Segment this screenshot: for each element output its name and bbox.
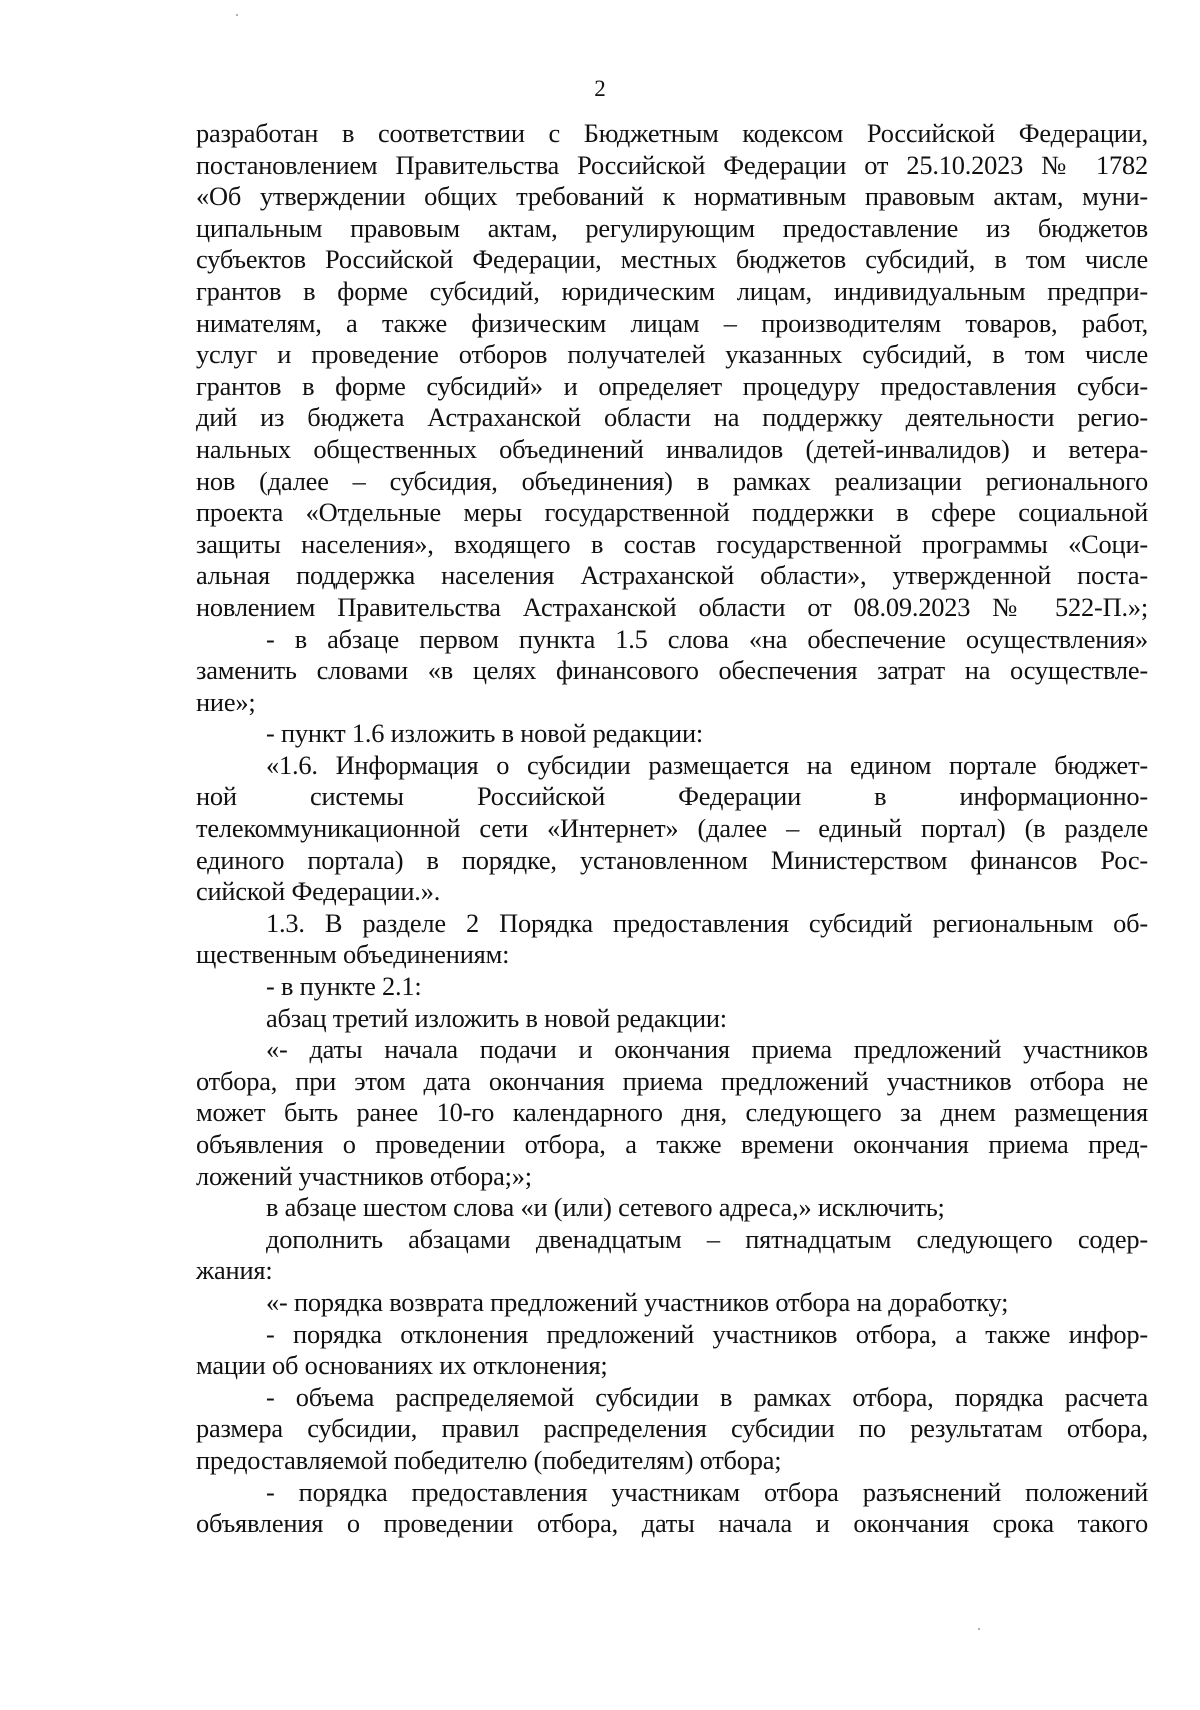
text-line: постановлением Правительства Российской Федерации от 25.10.2023 № 1782 bbox=[196, 149, 1148, 180]
text-line: объявления о проведении отбора, а также времени окончания приема пред- bbox=[196, 1129, 1148, 1159]
text-line: объявления о проведении отбора, даты начала и окончания срока такого bbox=[196, 1508, 1148, 1539]
text-line: «- даты начала подачи и окончания приема предложений участников bbox=[266, 1034, 1148, 1065]
text-line: грантов в форме субсидий, юридическим лицам, индивидуальным предпри- bbox=[196, 275, 1148, 306]
text-line: нальных общественных объединений инвалидов (детей-инвалидов) и ветера- bbox=[196, 433, 1148, 464]
text-line: мации об основаниях их отклонения; bbox=[196, 1350, 608, 1381]
document-body bbox=[196, 118, 1148, 1540]
text-line: абзац третий изложить в новой редакции: bbox=[266, 1002, 727, 1033]
text-line: - порядка предоставления участникам отбора разъяснений положений bbox=[266, 1476, 1148, 1507]
text-line: субъектов Российской Федерации, местных бюджетов субсидий, в том числе bbox=[196, 244, 1148, 275]
text-line: новлением Правительства Астраханской области от 08.09.2023 № 522-П.»; bbox=[196, 591, 1148, 622]
text-line: отбора, при этом дата окончания приема предложений участников отбора не bbox=[196, 1065, 1148, 1096]
text-line: может быть ранее 10-го календарного дня, следующего за днем размещения bbox=[196, 1097, 1148, 1128]
text-line: жания: bbox=[196, 1255, 273, 1286]
text-line: 1.3. В разделе 2 Порядка предоставления субсидий региональным об- bbox=[266, 907, 1148, 938]
text-line: - в пункте 2.1: bbox=[266, 971, 422, 1002]
page-number: 2 bbox=[594, 76, 606, 101]
scan-speck bbox=[978, 1628, 980, 1630]
text-line: «1.6. Информация о субсидии размещается на едином портале бюджет- bbox=[266, 749, 1148, 780]
text-line: дополнить абзацами двенадцатым – пятнадцатым следующего содер- bbox=[266, 1223, 1148, 1254]
text-line: альная поддержка населения Астраханской области», утвержденной поста- bbox=[196, 560, 1148, 591]
text-line: проекта «Отдельные меры государственной поддержки в сфере социальной bbox=[196, 497, 1148, 528]
text-line: в абзаце шестом слова «и (или) сетевого адреса,» исключить; bbox=[266, 1192, 945, 1223]
text-line: услуг и проведение отборов получателей указанных субсидий, в том числе bbox=[196, 339, 1148, 370]
text-line: ной системы Российской Федерации в информационно- bbox=[196, 781, 1148, 812]
text-line: телекоммуникационной сети «Интернет» (далее – единый портал) (в разделе bbox=[196, 813, 1148, 844]
text-line: защиты населения», входящего в состав государственной программы «Соци- bbox=[196, 528, 1148, 559]
text-line: ложений участников отбора;»; bbox=[196, 1160, 532, 1191]
text-line: «Об утверждении общих требований к нормативным правовым актам, муни- bbox=[196, 181, 1148, 212]
text-line: - пункт 1.6 изложить в новой редакции: bbox=[266, 718, 703, 749]
text-line: ние»; bbox=[196, 686, 256, 717]
text-line: дий из бюджета Астраханской области на поддержку деятельности регио- bbox=[196, 402, 1148, 433]
text-line: ципальным правовым актам, регулирующим предоставление из бюджетов bbox=[196, 212, 1148, 243]
text-line: нимателям, а также физическим лицам – производителям товаров, работ, bbox=[196, 307, 1148, 338]
text-line: сийской Федерации.». bbox=[196, 876, 441, 907]
text-line: «- порядка возврата предложений участников отбора на доработку; bbox=[266, 1286, 1009, 1317]
text-line: - объема распределяемой субсидии в рамках отбора, порядка расчета bbox=[266, 1381, 1148, 1412]
scan-speck bbox=[236, 14, 238, 16]
text-line: грантов в форме субсидий» и определяет процедуру предоставления субси- bbox=[196, 370, 1148, 401]
text-line: размера субсидии, правил распределения субсидии по результатам отбора, bbox=[196, 1413, 1148, 1444]
text-line: - порядка отклонения предложений участников отбора, а также инфор- bbox=[266, 1318, 1148, 1349]
text-line: щественным объединениям: bbox=[196, 939, 510, 970]
text-line: заменить словами «в целях финансового обеспечения затрат на осуществле- bbox=[196, 655, 1148, 686]
text-line: предоставляемой победителю (победителям) отбора; bbox=[196, 1444, 782, 1475]
text-line: нов (далее – субсидия, объединения) в рамках реализации регионального bbox=[196, 465, 1148, 496]
text-line: - в абзаце первом пункта 1.5 слова «на обеспечение осуществления» bbox=[266, 623, 1148, 654]
text-line: разработан в соответствии с Бюджетным кодексом Российской Федерации, bbox=[196, 118, 1148, 148]
text-line: единого портала) в порядке, установленном Министерством финансов Рос- bbox=[196, 844, 1148, 875]
